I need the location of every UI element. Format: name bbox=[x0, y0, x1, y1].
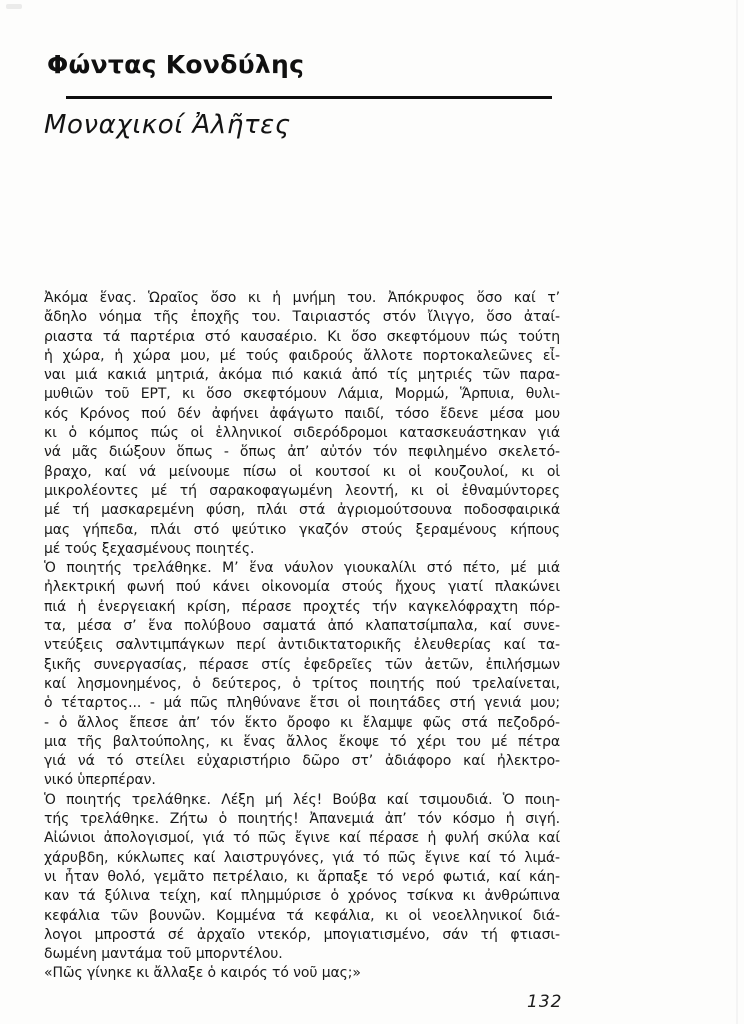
text-line: ἡ χώρα, ἡ χώρα μου, μέ τούς φαιδρούς ἄλλοτε πορτοκαλεῶνες εἶ- bbox=[44, 347, 560, 364]
story-title: Μοναχικοί Ἀλῆτες bbox=[44, 110, 291, 140]
text-line: κεφάλια τῶν βουνῶν. Κομμένα τά κεφάλια, κι οἱ νεοελληνικοί διά- bbox=[44, 907, 560, 924]
text-line: νι ἦταν θολό, γεμᾶτο πετρέλαιο, κι ἅρπαξε τό νερό φωτιά, καί κάη- bbox=[44, 868, 560, 885]
text-line: κι ὁ κόμπος πώς οἱ ἑλληνικοί σιδερόδρομοι κατασκευάστηκαν γιά bbox=[44, 425, 560, 442]
text-line: μέ τούς ξεχασμένους ποιητές. bbox=[44, 540, 255, 557]
text-line: πιά ἡ ἐνεργειακή κρίση, πέρασε προχτές τήν καγκελόφραχτη πόρ- bbox=[44, 598, 560, 615]
text-line: ἠλεκτρική φωνή πού κάνει οἰκονομία στούς ἤχους γιατί πλακώνει bbox=[44, 579, 560, 596]
text-line: ἄδηλο νόημα τῆς ἐποχῆς του. Ταιριαστός στόν ἴλιγγο, ὅσο ἀταί- bbox=[44, 309, 560, 326]
text-line: νικό ὑπερπέραν. bbox=[44, 772, 156, 789]
text-line: γιά νά τό στείλει εὐχαριστήριο δῶρο στ’ ἀδιάφορο καί ἠλεκτρο- bbox=[44, 753, 560, 770]
text-line: ναι μιά κακιά μητριά, ἀκόμα πιό κακιά ἀπό τίς μητριές τῶν παρα- bbox=[44, 367, 560, 384]
text-line: κός Κρόνος πού δέν ἀφήνει ἀφάγωτο παιδί, τόσο ἔδενε μέσα μου bbox=[44, 405, 560, 422]
author-name: Φώντας Κονδύλης bbox=[47, 50, 305, 79]
text-line: - ὁ ἄλλος ἔπεσε ἀπ’ τόν ἕκτο ὄροφο κι ἔλαμψε φῶς στά πεζοδρό- bbox=[44, 714, 560, 731]
text-line: βραχο, καί νά μείνουμε πίσω οἱ κουτσοί κι οἱ κουζουλοί, κι οἱ bbox=[44, 463, 560, 480]
text-line: χάρυβδη, κύκλωπες καί λαιστρυγόνες, γιά τό πῶς ἔγινε καί τό λιμά- bbox=[44, 849, 560, 866]
text-line: νά μᾶς διώξουν ὅπως - ὅπως ἀπ’ αὐτόν τόν πεφιλημένο σκελετό- bbox=[44, 444, 560, 461]
text-line: ὁ τέταρτος... - μά πῶς πληθύνανε ἔτσι οἱ ποιητάδες στή γενιά μου; bbox=[44, 695, 560, 712]
text-line: τής τρελάθηκε. Ζήτω ὁ ποιητής! Ἀπανεμιά ἀπ’ τόν κόσμο ἡ σιγή. bbox=[44, 811, 560, 828]
text-line: Ὁ ποιητής τρελάθηκε. Λέξη μή λές! Βούβα καί τσιμουδιά. Ὁ ποιη- bbox=[44, 791, 560, 808]
text-line: καν τά ξύλινα τείχη, καί πλημμύρισε ὁ χρόνος τσίκνα κι ἀνθρώπινα bbox=[44, 888, 560, 905]
body-text bbox=[44, 289, 560, 984]
header-rule bbox=[66, 96, 552, 99]
text-line: ριαστα τά παρτέρια στό καυσαέριο. Κι ὅσο σκεφτόμουν πώς τούτη bbox=[44, 328, 560, 345]
text-line: τα, μέσα σ’ ἕνα πολύβουο σαματά ἀπό κλαπατσίμπαλα, καί συνε- bbox=[44, 618, 560, 635]
text-line: Αἰώνιοι ἀπολογισμοί, γιά τό πῶς ἔγινε καί πέρασε ἡ φυλή σκύλα καί bbox=[44, 830, 560, 847]
text-line: ντεύξεις σαλντιμπάγκων περί ἀντιδικτατορικῆς ἐλευθερίας καί τα- bbox=[44, 637, 560, 654]
scan-edge-artifact bbox=[736, 0, 738, 1024]
text-line: μέ τή μασκαρεμένη φύση, πλάι στά ἀγριομούτσουνα ποδοσφαιρικά bbox=[44, 502, 560, 519]
text-line: μυθιῶν τοῦ ΕΡΤ, κι ὅσο σκεφτόμουν Λάμια, Μορμώ, Ἅρπυια, θυλι- bbox=[44, 386, 560, 403]
text-line: μας γήπεδα, πλάι στό ψεύτικο γκαζόν στούς ξεραμένους κήπους bbox=[44, 521, 560, 538]
text-line: Ὁ ποιητής τρελάθηκε. Μ’ ἕνα νάυλον γιουκαλίλι στό πέτο, μέ μιά bbox=[44, 560, 560, 577]
page-number: 132 bbox=[527, 992, 563, 1012]
text-line: καί λησμονημένος, ὁ δεύτερος, ὁ τρίτος ποιητής πού τρελαίνεται, bbox=[44, 675, 560, 692]
text-line: μικρολέοντες μέ τή σαρακοφαγωμένη λεοντή, κι οἱ ἐθναμύντορες bbox=[44, 482, 560, 499]
text-line: λογοι μπροστά σέ ἀρχαῖο ντεκόρ, μπογιατισμένο, σάν τή φτιασι- bbox=[44, 926, 560, 943]
text-line: ξικῆς συνεργασίας, πέρασε στίς ἐφεδρεῖες τῶν ἀετῶν, ἐπιλήσμων bbox=[44, 656, 560, 673]
text-line: Ἀκόμα ἕνας. Ὡραῖος ὅσο κι ἡ μνήμη του. Ἀπόκρυφος ὅσο καί τ’ bbox=[44, 290, 560, 306]
text-line: μια τῆς βαλτούπολης, κι ἕνας ἄλλος ἔκοψε τό χέρι του μέ πέτρα bbox=[44, 733, 560, 750]
text-line: «Πῶς γίνηκε κι ἄλλαξε ὁ καιρός τό νοῦ μας;» bbox=[44, 965, 361, 982]
text-line: δωμένη μαντάμα τοῦ μπορντέλου. bbox=[44, 946, 283, 963]
scan-artifact bbox=[6, 4, 22, 9]
